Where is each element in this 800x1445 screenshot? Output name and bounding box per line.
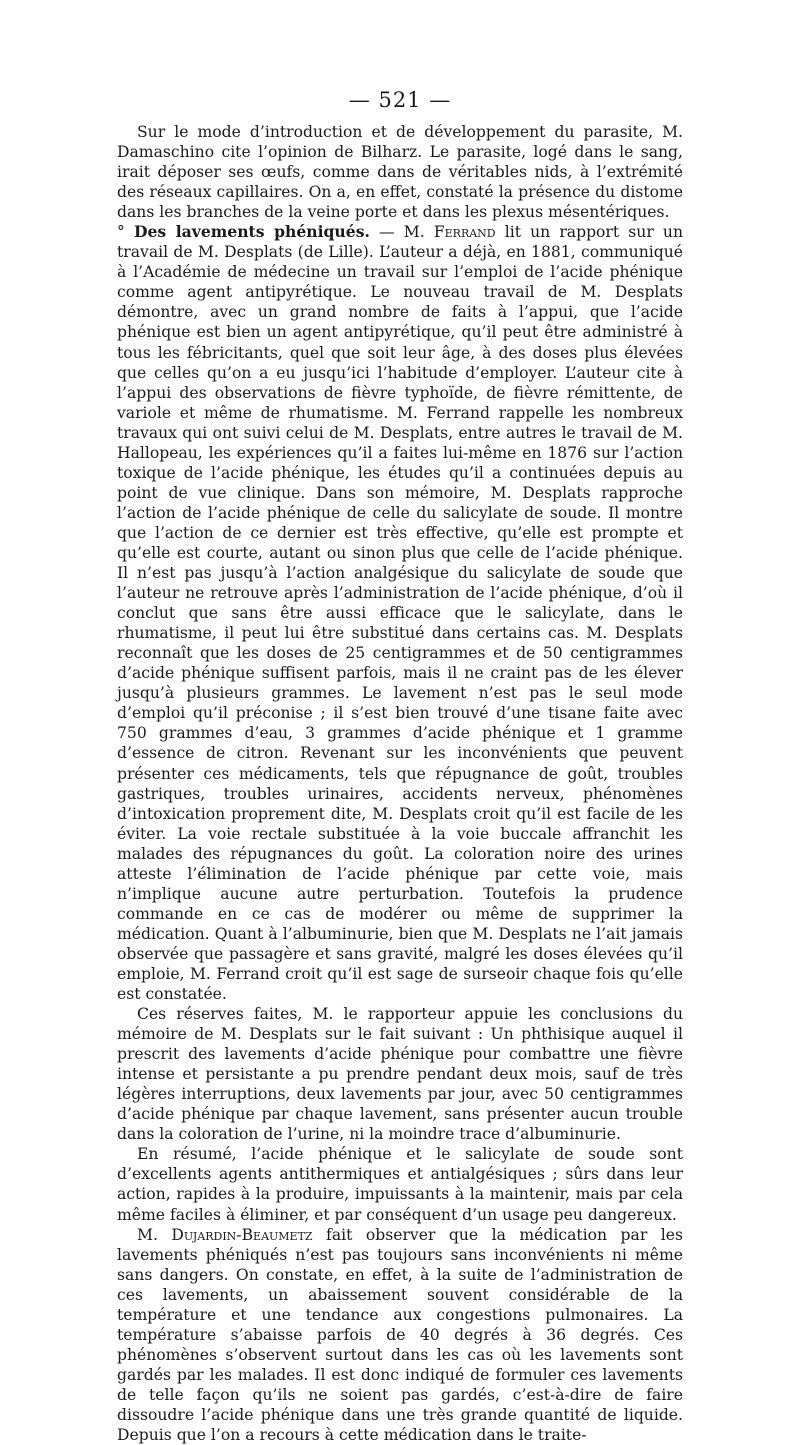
paragraph-lavements-body: lit un rapport sur un travail de M. Desplats (de Lille). L’auteur a déjà, en 1881, communiqué à l’Académie de médecine un travail sur l’emploi de l’acide phénique comme agent antipyrétique. Le nouveau travail de M. Desplats démontre, avec un grand nombre de faits à l’appui, que l’acide phénique est bien un agent antipyrétique, qu’il peut être administré à tous les fébricitants, quel que soit leur âge, à des doses plus élevées que celles qu’on a eu jusqu’ici l’habitude d’employer. L’auteur cite à l’appui des observations de fièvre typhoïde, de fièvre rémittente, de variole et même de rhumatisme. M. Ferrand rappelle les nombreux travaux qui ont suivi celui de M. Desplats, entre autres le travail de M. Hallopeau, les expériences qu’il a faites lui-même en 1876 sur l’action toxique de l’acide phénique, les études qu’il a continuées depuis au point de vue clinique. Dans son mémoire, M. Desplats rapproche l’action de l’acide phénique de celle du salicylate de soude. Il montre que l’action de ce dernier est très effective, qu’elle est prompte et qu’elle est courte, autant ou sinon plus que celle de l’acide phénique. Il n’est pas jusqu’à l’action analgésique du salicylate de soude que l’auteur ne retrouve après l’administration de l’acide phénique, d’où il conclut que sans être aussi efficace que le salicylate, dans le rhumatisme, il peut lui être substitué dans certains cas. M. Desplats reconnaît que les doses de 25 centigrammes et de 50 centigrammes d’acide phénique suffisent parfois, mais il ne craint pas de les élever jusqu’à plusieurs grammes. Le lavement n’est pas le seul mode d’emploi qu’il préconise ; il s’est bien trouvé d’une tisane faite avec 750 grammes d’eau, 3 grammes d’acide phénique et 1 gramme d’essence de citron. Revenant sur les inconvénients que peuvent présenter ces médicaments, tels que répugnance de goût, troubles gastriques, troubles urinaires, accidents nerveux, phénomènes d’intoxication proprement dite, M. Desplats croit qu’il est facile de les éviter. La voie rectale substituée à la voie buccale affranchit les malades des répugnances du goût. La coloration noire des urines atteste l’élimination de l’acide phénique par cette voie, mais n’implique aucune autre perturbation. Toutefois la prudence commande en ce cas de modérer ou même de supprimer la médication. Quant à l’albuminurie, bien que M. Desplats ne l’ait jamais observée que passagère et sans gravité, malgré les doses élevées qu’il emploie, M. Ferrand croit qu’il est sage de surseoir chaque fois qu’elle est constatée.	[117, 223, 683, 1004]
paragraph-reserves: Ces réserves faites, M. le rapporteur appuie les conclusions du mémoire de M. Desplats sur le fait suivant : Un phthisique auquel il prescrit des lavements d’acide phénique pour combattre une fièvre intense et persistante a pu prendre pendant deux mois, sauf de très légères interruptions, deux lavements par jour, avec 50 centigrammes d’acide phénique par chaque lavement, sans présenter aucun trouble dans la coloration de l’urine, ni la moindre trace d’albuminurie.	[117, 1005, 683, 1144]
speaker-name-dujardin: Dujardin-Beaumetz	[171, 1225, 313, 1244]
paragraph-dujardin-body: fait observer que la médication par les lavements phéniqués n’est pas toujours sans inconvénients ni même sans dangers. On constate, en effet, à la suite de l’administration de ces lavements, un abaissement souvent considérable de la température et une tendance aux congestions pulmonaires. La température s’abaisse parfois de 40 degrés à 36 degrés. Ces phénomènes s’observent surtout dans les cas où les lavements sont gardés par les malades. Il est donc indiqué de formuler ces lavements de telle façon qu’ils ne soient pas gardés, c’est-à-dire de faire dissoudre l’acide phénique dans une très grande quantité de liquide. Depuis que l’on a recours à cette médication dans le traite-	[117, 1225, 683, 1445]
paragraph-dujardin-lead: M.	[137, 1225, 172, 1244]
paragraph-dujardin	[117, 1225, 683, 1445]
margin-mark: °	[117, 223, 125, 242]
paragraph-resume: En résumé, l’acide phénique et le salicylate de soude sont d’excellents agents antithermiques et antialgésiques ; sûrs dans leur action, rapides à la produire, impuissants à la maintenir, mais par cela même faciles à éliminer, et par conséquent d’un usage peu dangereux.	[117, 1145, 683, 1224]
page-number: — 521 —	[348, 88, 452, 112]
paragraph-lavements	[117, 222, 683, 1004]
body-text	[117, 122, 683, 1445]
paragraph-lavements-lead: — M.	[369, 223, 434, 242]
paragraph-parasite: Sur le mode d’introduction et de développement du parasite, M. Damaschino cite l’opinion de Bilharz. Le parasite, logé dans le sang, irait déposer ses œufs, comme dans de véritables nids, à l’extrémité des réseaux capillaires. On a, en effet, constaté la présence du distome dans les branches de la veine porte et dans les plexus mésentériques.	[117, 123, 683, 222]
speaker-name-ferrand: Ferrand	[433, 223, 496, 242]
section-heading: Des lavements phéniqués.	[133, 222, 370, 242]
